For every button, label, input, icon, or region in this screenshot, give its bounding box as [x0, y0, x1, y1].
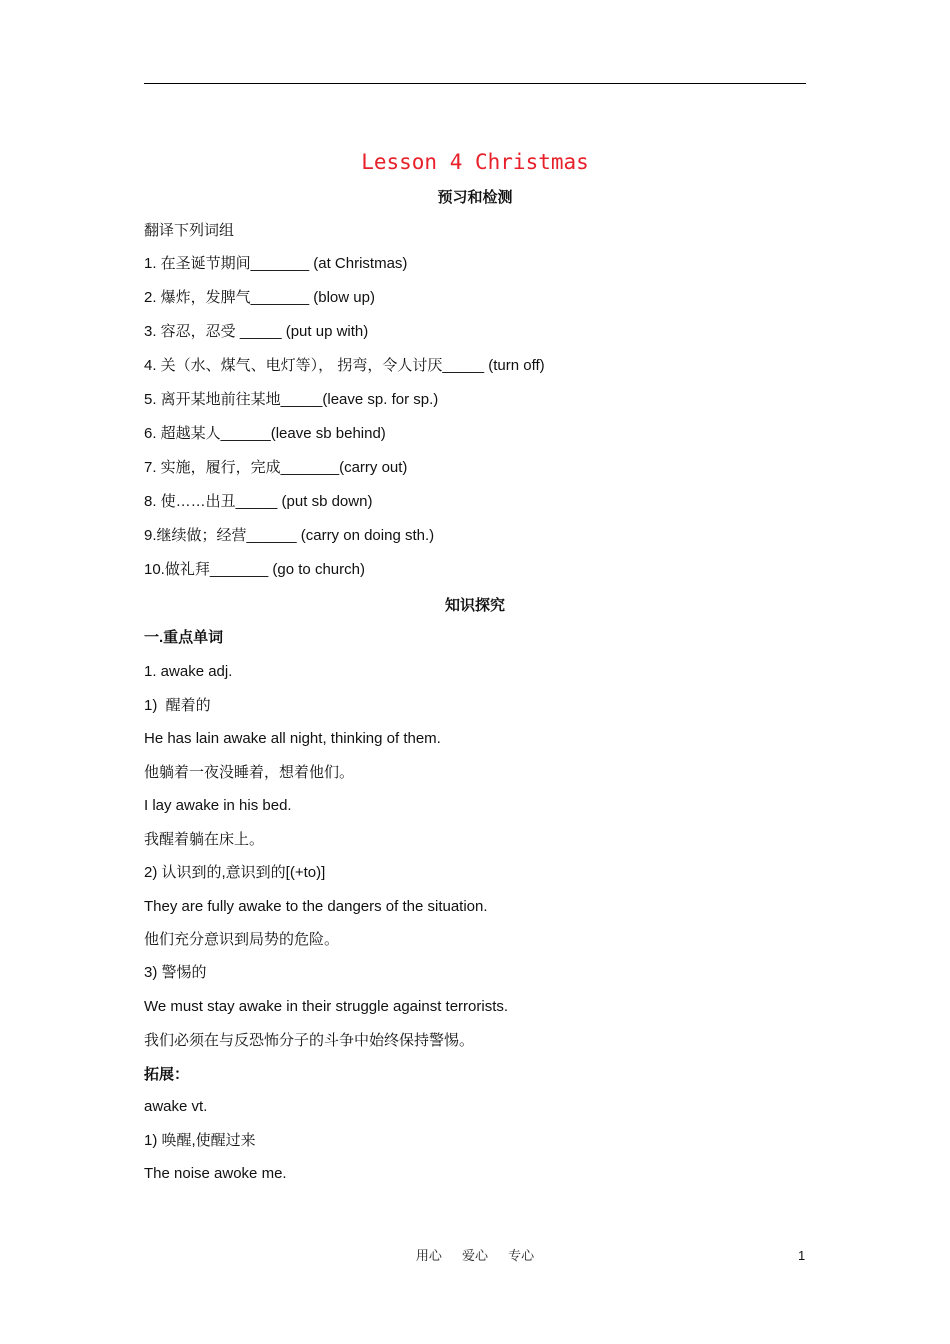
entry-line: 3) 警惕的: [144, 964, 207, 981]
entry-line: 他躺着一夜没睡着，想着他们。: [144, 764, 355, 781]
entry-line: We must stay awake in their struggle against terrorists.: [144, 998, 509, 1015]
entry-line: 1. awake adj.: [144, 663, 233, 680]
phrase-item-6: 6. 超越某人______(leave sb behind): [144, 425, 386, 442]
phrase-item-3: 3. 容忍，忍受 _____ (put up with): [144, 323, 369, 340]
phrase-item-2: 2. 爆炸，发脾气_______ (blow up): [144, 289, 375, 306]
phrase-item-5: 5. 离开某地前往某地_____(leave sp. for sp.): [144, 391, 439, 408]
entry-line: I lay awake in his bed.: [144, 797, 292, 814]
extension-label: 拓展：: [144, 1066, 190, 1083]
entry-line: 我们必须在与反恐怖分子的斗争中始终保持警惕。: [144, 1032, 475, 1049]
section-heading-knowledge: 知识探究: [444, 597, 505, 614]
entry-line: 2) 认识到的,意识到的[(+to)]: [144, 864, 326, 881]
page-number: 1: [798, 1248, 806, 1263]
entry-line: 他们充分意识到局势的危险。: [144, 931, 340, 948]
entry-line: He has lain awake all night, thinking of them.: [144, 730, 441, 747]
extension-line: 1) 唤醒,使醒过来: [144, 1132, 256, 1149]
extension-line: The noise awoke me.: [144, 1165, 287, 1182]
phrase-item-7: 7. 实施，履行，完成_______(carry out): [144, 459, 408, 476]
entry-line: They are fully awake to the dangers of the situation.: [144, 898, 488, 915]
footer-word: 专心: [508, 1249, 535, 1264]
extension-line: awake vt.: [144, 1098, 208, 1115]
entry-line: 1) 醒着的: [144, 697, 211, 714]
phrase-item-10: 10.做礼拜_______ (go to church): [144, 561, 365, 578]
phrase-item-9: 9.继续做；经营______ (carry on doing sth.): [144, 527, 435, 544]
footer-word: 用心: [415, 1249, 442, 1264]
header-rule: [144, 83, 806, 84]
footer-word: 爱心: [461, 1249, 488, 1264]
document-title: Lesson 4 Christmas: [361, 150, 589, 174]
phrase-item-4: 4. 关（水、煤气、电灯等）， 拐弯，令人讨厌_____ (turn off): [144, 357, 545, 374]
subheading-key-words: 一.重点单词: [144, 629, 224, 646]
section-heading-preview: 预习和检测: [437, 189, 513, 206]
instruction-text: 翻译下列词组: [144, 222, 235, 239]
footer-motto: [0, 1248, 950, 1266]
entry-line: 我醒着躺在床上。: [144, 831, 265, 848]
phrase-item-8: 8. 使……出丑_____ (put sb down): [144, 493, 373, 510]
phrase-item-1: 1. 在圣诞节期间_______ (at Christmas): [144, 255, 408, 272]
